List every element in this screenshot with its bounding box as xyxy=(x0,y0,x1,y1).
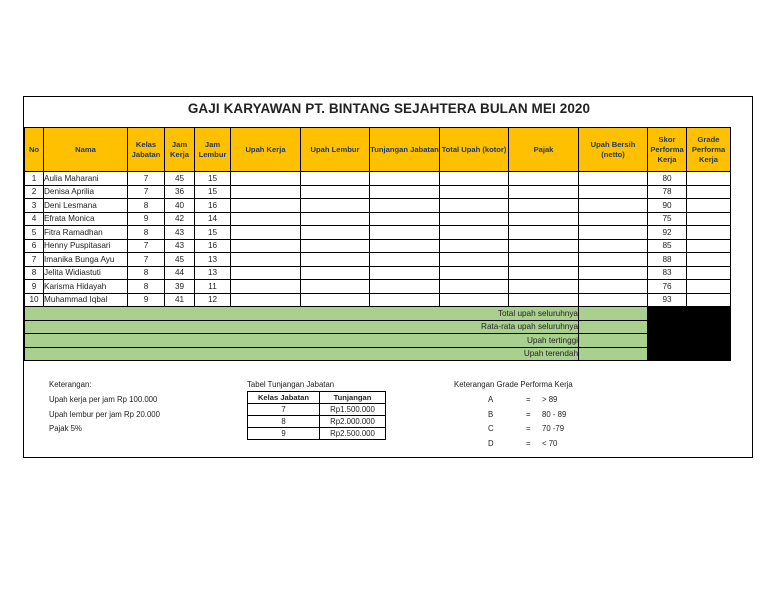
upah-lembur-cell[interactable] xyxy=(301,266,370,280)
pajak-cell[interactable] xyxy=(509,185,579,199)
grade-eq: = xyxy=(526,395,531,404)
upah-bersih-cell[interactable] xyxy=(579,266,648,280)
keterangan-pajak: Pajak 5% xyxy=(49,424,82,433)
total-upah-cell[interactable] xyxy=(440,280,509,294)
upah-kerja-cell[interactable] xyxy=(231,239,301,253)
grade-cell[interactable] xyxy=(687,212,731,226)
summary-row-tertinggi xyxy=(25,334,731,348)
summary-blocked-cell xyxy=(648,307,731,321)
salary-table xyxy=(24,127,731,361)
summary-blocked-cell xyxy=(648,347,731,361)
upah-lembur-cell[interactable] xyxy=(301,253,370,267)
jam-lembur-cell[interactable]: 12 xyxy=(195,293,231,307)
tunjangan-kelas-cell: 8 xyxy=(248,416,320,428)
table-row xyxy=(25,253,731,267)
upah-lembur-cell[interactable] xyxy=(301,280,370,294)
skor-cell[interactable]: 80 xyxy=(648,172,687,186)
jam-kerja-cell[interactable]: 42 xyxy=(165,212,195,226)
grade-range: < 70 xyxy=(542,438,558,448)
jam-kerja-cell[interactable]: 45 xyxy=(165,253,195,267)
summary-tertinggi-label: Upah tertinggi xyxy=(25,334,579,348)
total-upah-cell[interactable] xyxy=(440,199,509,213)
no-cell[interactable]: 9 xyxy=(25,280,44,294)
header-no: No xyxy=(25,128,44,172)
total-upah-cell[interactable] xyxy=(440,172,509,186)
no-cell[interactable]: 1 xyxy=(25,172,44,186)
no-cell[interactable]: 5 xyxy=(25,226,44,240)
table-row xyxy=(25,212,731,226)
spreadsheet-sheet xyxy=(23,96,753,458)
grade-grade: D xyxy=(488,438,494,448)
grade-cell[interactable] xyxy=(687,226,731,240)
grade-info-row xyxy=(454,424,602,433)
header-kelas-jabatan: Kelas Jabatan xyxy=(128,128,165,172)
nama-cell[interactable]: Muhammad Iqbal xyxy=(44,293,128,307)
jam-lembur-cell[interactable]: 14 xyxy=(195,212,231,226)
summary-block xyxy=(25,307,731,361)
upah-kerja-cell[interactable] xyxy=(231,266,301,280)
total-upah-cell[interactable] xyxy=(440,185,509,199)
nama-cell[interactable]: Efrata Monica xyxy=(44,212,128,226)
skor-cell[interactable]: 88 xyxy=(648,253,687,267)
jam-lembur-cell[interactable]: 15 xyxy=(195,226,231,240)
table-row xyxy=(25,293,731,307)
keterangan-upah-lembur: Upah lembur per jam Rp 20.000 xyxy=(49,410,160,419)
tunjangan-cell[interactable] xyxy=(370,280,440,294)
total-upah-cell[interactable] xyxy=(440,293,509,307)
table-row xyxy=(25,185,731,199)
upah-lembur-cell[interactable] xyxy=(301,199,370,213)
keterangan-heading: Keterangan: xyxy=(49,380,92,389)
pajak-cell[interactable] xyxy=(509,172,579,186)
pajak-cell[interactable] xyxy=(509,239,579,253)
summary-row-total xyxy=(25,307,731,321)
upah-lembur-cell[interactable] xyxy=(301,239,370,253)
tunjangan-cell[interactable] xyxy=(370,239,440,253)
grade-range: 70 -79 xyxy=(542,424,565,433)
nama-cell[interactable]: Henny Puspitasari xyxy=(44,239,128,253)
no-cell[interactable]: 3 xyxy=(25,199,44,213)
grade-cell[interactable] xyxy=(687,280,731,294)
no-cell[interactable]: 10 xyxy=(25,293,44,307)
grade-cell[interactable] xyxy=(687,239,731,253)
pajak-cell[interactable] xyxy=(509,199,579,213)
table-row xyxy=(25,280,731,294)
jam-kerja-cell[interactable]: 44 xyxy=(165,266,195,280)
table-body xyxy=(25,172,731,307)
grade-cell[interactable] xyxy=(687,266,731,280)
pajak-cell[interactable] xyxy=(509,253,579,267)
grade-range: > 89 xyxy=(542,395,558,404)
kelas-cell[interactable]: 7 xyxy=(128,185,165,199)
upah-lembur-cell[interactable] xyxy=(301,185,370,199)
kelas-cell[interactable]: 7 xyxy=(128,239,165,253)
grade-eq: = xyxy=(526,424,531,433)
upah-bersih-cell[interactable] xyxy=(579,199,648,213)
summary-rata-label: Rata-rata upah seluruhnya xyxy=(25,320,579,334)
header-jam-lembur: Jam Lembur xyxy=(195,128,231,172)
nama-cell[interactable]: Aulia Maharani xyxy=(44,172,128,186)
skor-cell[interactable]: 76 xyxy=(648,280,687,294)
tunjangan-cell[interactable] xyxy=(370,172,440,186)
tunjangan-kelas-cell: 7 xyxy=(248,404,320,416)
tunjangan-table-heading: Tabel Tunjangan Jabatan xyxy=(247,380,335,389)
jam-kerja-cell[interactable]: 36 xyxy=(165,185,195,199)
summary-total-label: Total upah seluruhnya xyxy=(25,307,579,321)
no-cell[interactable]: 4 xyxy=(25,212,44,226)
jam-lembur-cell[interactable]: 13 xyxy=(195,253,231,267)
header-grade-performa: Grade Performa Kerja xyxy=(687,128,731,172)
upah-lembur-cell[interactable] xyxy=(301,226,370,240)
upah-bersih-cell[interactable] xyxy=(579,226,648,240)
jam-kerja-cell[interactable]: 45 xyxy=(165,172,195,186)
jam-kerja-cell[interactable]: 41 xyxy=(165,293,195,307)
nama-cell[interactable]: Karisma Hidayah xyxy=(44,280,128,294)
jam-lembur-cell[interactable]: 13 xyxy=(195,266,231,280)
grade-cell[interactable] xyxy=(687,172,731,186)
header-pajak: Pajak xyxy=(509,128,579,172)
upah-bersih-cell[interactable] xyxy=(579,172,648,186)
no-cell[interactable]: 6 xyxy=(25,239,44,253)
notes-area xyxy=(24,375,754,455)
tunjangan-cell[interactable] xyxy=(370,199,440,213)
upah-bersih-cell[interactable] xyxy=(579,239,648,253)
upah-kerja-cell[interactable] xyxy=(231,293,301,307)
header-upah-kerja: Upah Kerja xyxy=(231,128,301,172)
skor-cell[interactable]: 92 xyxy=(648,226,687,240)
summary-row-rata xyxy=(25,320,731,334)
nama-cell[interactable]: Fitra Ramadhan xyxy=(44,226,128,240)
tunjangan-tunjangan-cell: Rp1.500.000 xyxy=(320,404,386,416)
summary-blocked-cell xyxy=(648,334,731,348)
header-tunjangan-jabatan: Tunjangan Jabatan xyxy=(370,128,440,172)
nama-cell[interactable]: Jelita Widiastuti xyxy=(44,266,128,280)
jam-lembur-cell[interactable]: 16 xyxy=(195,199,231,213)
upah-lembur-cell[interactable] xyxy=(301,293,370,307)
tunjangan-col-tunjangan: Tunjangan xyxy=(320,392,386,404)
upah-bersih-cell[interactable] xyxy=(579,212,648,226)
tunjangan-table xyxy=(247,391,386,440)
table-header xyxy=(25,128,731,172)
jam-lembur-cell[interactable]: 11 xyxy=(195,280,231,294)
nama-cell[interactable]: Imanika Bunga Ayu xyxy=(44,253,128,267)
grade-grade: B xyxy=(488,409,494,419)
upah-bersih-cell[interactable] xyxy=(579,253,648,267)
total-upah-cell[interactable] xyxy=(440,212,509,226)
tunjangan-cell[interactable] xyxy=(370,293,440,307)
upah-kerja-cell[interactable] xyxy=(231,253,301,267)
jam-lembur-cell[interactable]: 15 xyxy=(195,172,231,186)
pajak-cell[interactable] xyxy=(509,212,579,226)
header-total-upah: Total Upah (kotor) xyxy=(440,128,509,172)
grade-grade: C xyxy=(488,424,494,433)
sheet-title: GAJI KARYAWAN PT. BINTANG SEJAHTERA BULAN MEI 2020 xyxy=(187,101,591,116)
summary-tertinggi-value-cell[interactable] xyxy=(579,334,648,348)
nama-cell[interactable]: Deni Lesmana xyxy=(44,199,128,213)
pajak-cell[interactable] xyxy=(509,293,579,307)
upah-bersih-cell[interactable] xyxy=(579,280,648,294)
grade-cell[interactable] xyxy=(687,185,731,199)
grade-info-heading: Keterangan Grade Performa Kerja xyxy=(454,380,573,389)
nama-cell[interactable]: Denisa Aprilia xyxy=(44,185,128,199)
upah-bersih-cell[interactable] xyxy=(579,293,648,307)
header-jam-kerja: Jam Kerja xyxy=(165,128,195,172)
total-upah-cell[interactable] xyxy=(440,253,509,267)
grade-grade: A xyxy=(488,395,494,404)
grade-info-row xyxy=(454,410,602,419)
kelas-cell[interactable]: 8 xyxy=(128,266,165,280)
tunjangan-tunjangan-cell: Rp2.000.000 xyxy=(320,416,386,428)
no-cell[interactable]: 8 xyxy=(25,266,44,280)
kelas-cell[interactable]: 8 xyxy=(128,226,165,240)
no-cell[interactable]: 2 xyxy=(25,185,44,199)
summary-blocked-cell xyxy=(648,320,731,334)
tunjangan-tunjangan-cell: Rp2.500.000 xyxy=(320,428,386,440)
skor-cell[interactable]: 93 xyxy=(648,293,687,307)
table-row xyxy=(25,266,731,280)
jam-kerja-cell[interactable]: 43 xyxy=(165,226,195,240)
pajak-cell[interactable] xyxy=(509,266,579,280)
tunjangan-row xyxy=(248,428,386,440)
upah-lembur-cell[interactable] xyxy=(301,172,370,186)
skor-cell[interactable]: 78 xyxy=(648,185,687,199)
table-row xyxy=(25,239,731,253)
header-upah-lembur: Upah Lembur xyxy=(301,128,370,172)
summary-total-value-cell[interactable] xyxy=(579,307,648,321)
jam-kerja-cell[interactable]: 40 xyxy=(165,199,195,213)
tunjangan-cell[interactable] xyxy=(370,266,440,280)
summary-row-terendah xyxy=(25,347,731,361)
total-upah-cell[interactable] xyxy=(440,226,509,240)
skor-cell[interactable]: 83 xyxy=(648,266,687,280)
pajak-cell[interactable] xyxy=(509,226,579,240)
upah-kerja-cell[interactable] xyxy=(231,172,301,186)
tunjangan-col-kelas: Kelas Jabatan xyxy=(248,392,320,404)
grade-eq: = xyxy=(526,438,531,448)
upah-kerja-cell[interactable] xyxy=(231,185,301,199)
kelas-cell[interactable]: 7 xyxy=(128,253,165,267)
jam-lembur-cell[interactable]: 16 xyxy=(195,239,231,253)
header-skor-performa: Skor Performa Kerja xyxy=(648,128,687,172)
table-row xyxy=(25,226,731,240)
tunjangan-kelas-cell: 9 xyxy=(248,428,320,440)
pajak-cell[interactable] xyxy=(509,280,579,294)
grade-range: 80 - 89 xyxy=(542,409,567,419)
grade-info-row xyxy=(454,395,602,404)
grade-cell[interactable] xyxy=(687,253,731,267)
header-nama: Nama xyxy=(44,128,128,172)
jam-kerja-cell[interactable]: 39 xyxy=(165,280,195,294)
tunjangan-row xyxy=(248,416,386,428)
kelas-cell[interactable]: 9 xyxy=(128,212,165,226)
kelas-cell[interactable]: 8 xyxy=(128,199,165,213)
upah-kerja-cell[interactable] xyxy=(231,226,301,240)
skor-cell[interactable]: 90 xyxy=(648,199,687,213)
skor-cell[interactable]: 85 xyxy=(648,239,687,253)
upah-lembur-cell[interactable] xyxy=(301,212,370,226)
grade-cell[interactable] xyxy=(687,199,731,213)
total-upah-cell[interactable] xyxy=(440,239,509,253)
total-upah-cell[interactable] xyxy=(440,266,509,280)
tunjangan-row xyxy=(248,404,386,416)
grade-info-row xyxy=(454,439,602,448)
summary-rata-value-cell[interactable] xyxy=(579,320,648,334)
jam-kerja-cell[interactable]: 43 xyxy=(165,239,195,253)
tunjangan-cell[interactable] xyxy=(370,212,440,226)
upah-kerja-cell[interactable] xyxy=(231,280,301,294)
keterangan-upah-kerja: Upah kerja per jam Rp 100.000 xyxy=(49,395,158,404)
kelas-cell[interactable]: 9 xyxy=(128,293,165,307)
tunjangan-cell[interactable] xyxy=(370,226,440,240)
jam-lembur-cell[interactable]: 15 xyxy=(195,185,231,199)
table-row xyxy=(25,199,731,213)
grade-eq: = xyxy=(526,409,531,419)
tunjangan-cell[interactable] xyxy=(370,253,440,267)
kelas-cell[interactable]: 8 xyxy=(128,280,165,294)
upah-kerja-cell[interactable] xyxy=(231,212,301,226)
no-cell[interactable]: 7 xyxy=(25,253,44,267)
upah-kerja-cell[interactable] xyxy=(231,199,301,213)
grade-cell[interactable] xyxy=(687,293,731,307)
upah-bersih-cell[interactable] xyxy=(579,185,648,199)
summary-terendah-value-cell[interactable] xyxy=(579,347,648,361)
skor-cell[interactable]: 75 xyxy=(648,212,687,226)
header-upah-bersih: Upah Bersih (netto) xyxy=(579,128,648,172)
tunjangan-cell[interactable] xyxy=(370,185,440,199)
table-row xyxy=(25,172,731,186)
kelas-cell[interactable]: 7 xyxy=(128,172,165,186)
summary-terendah-label: Upah terendah xyxy=(25,347,579,361)
